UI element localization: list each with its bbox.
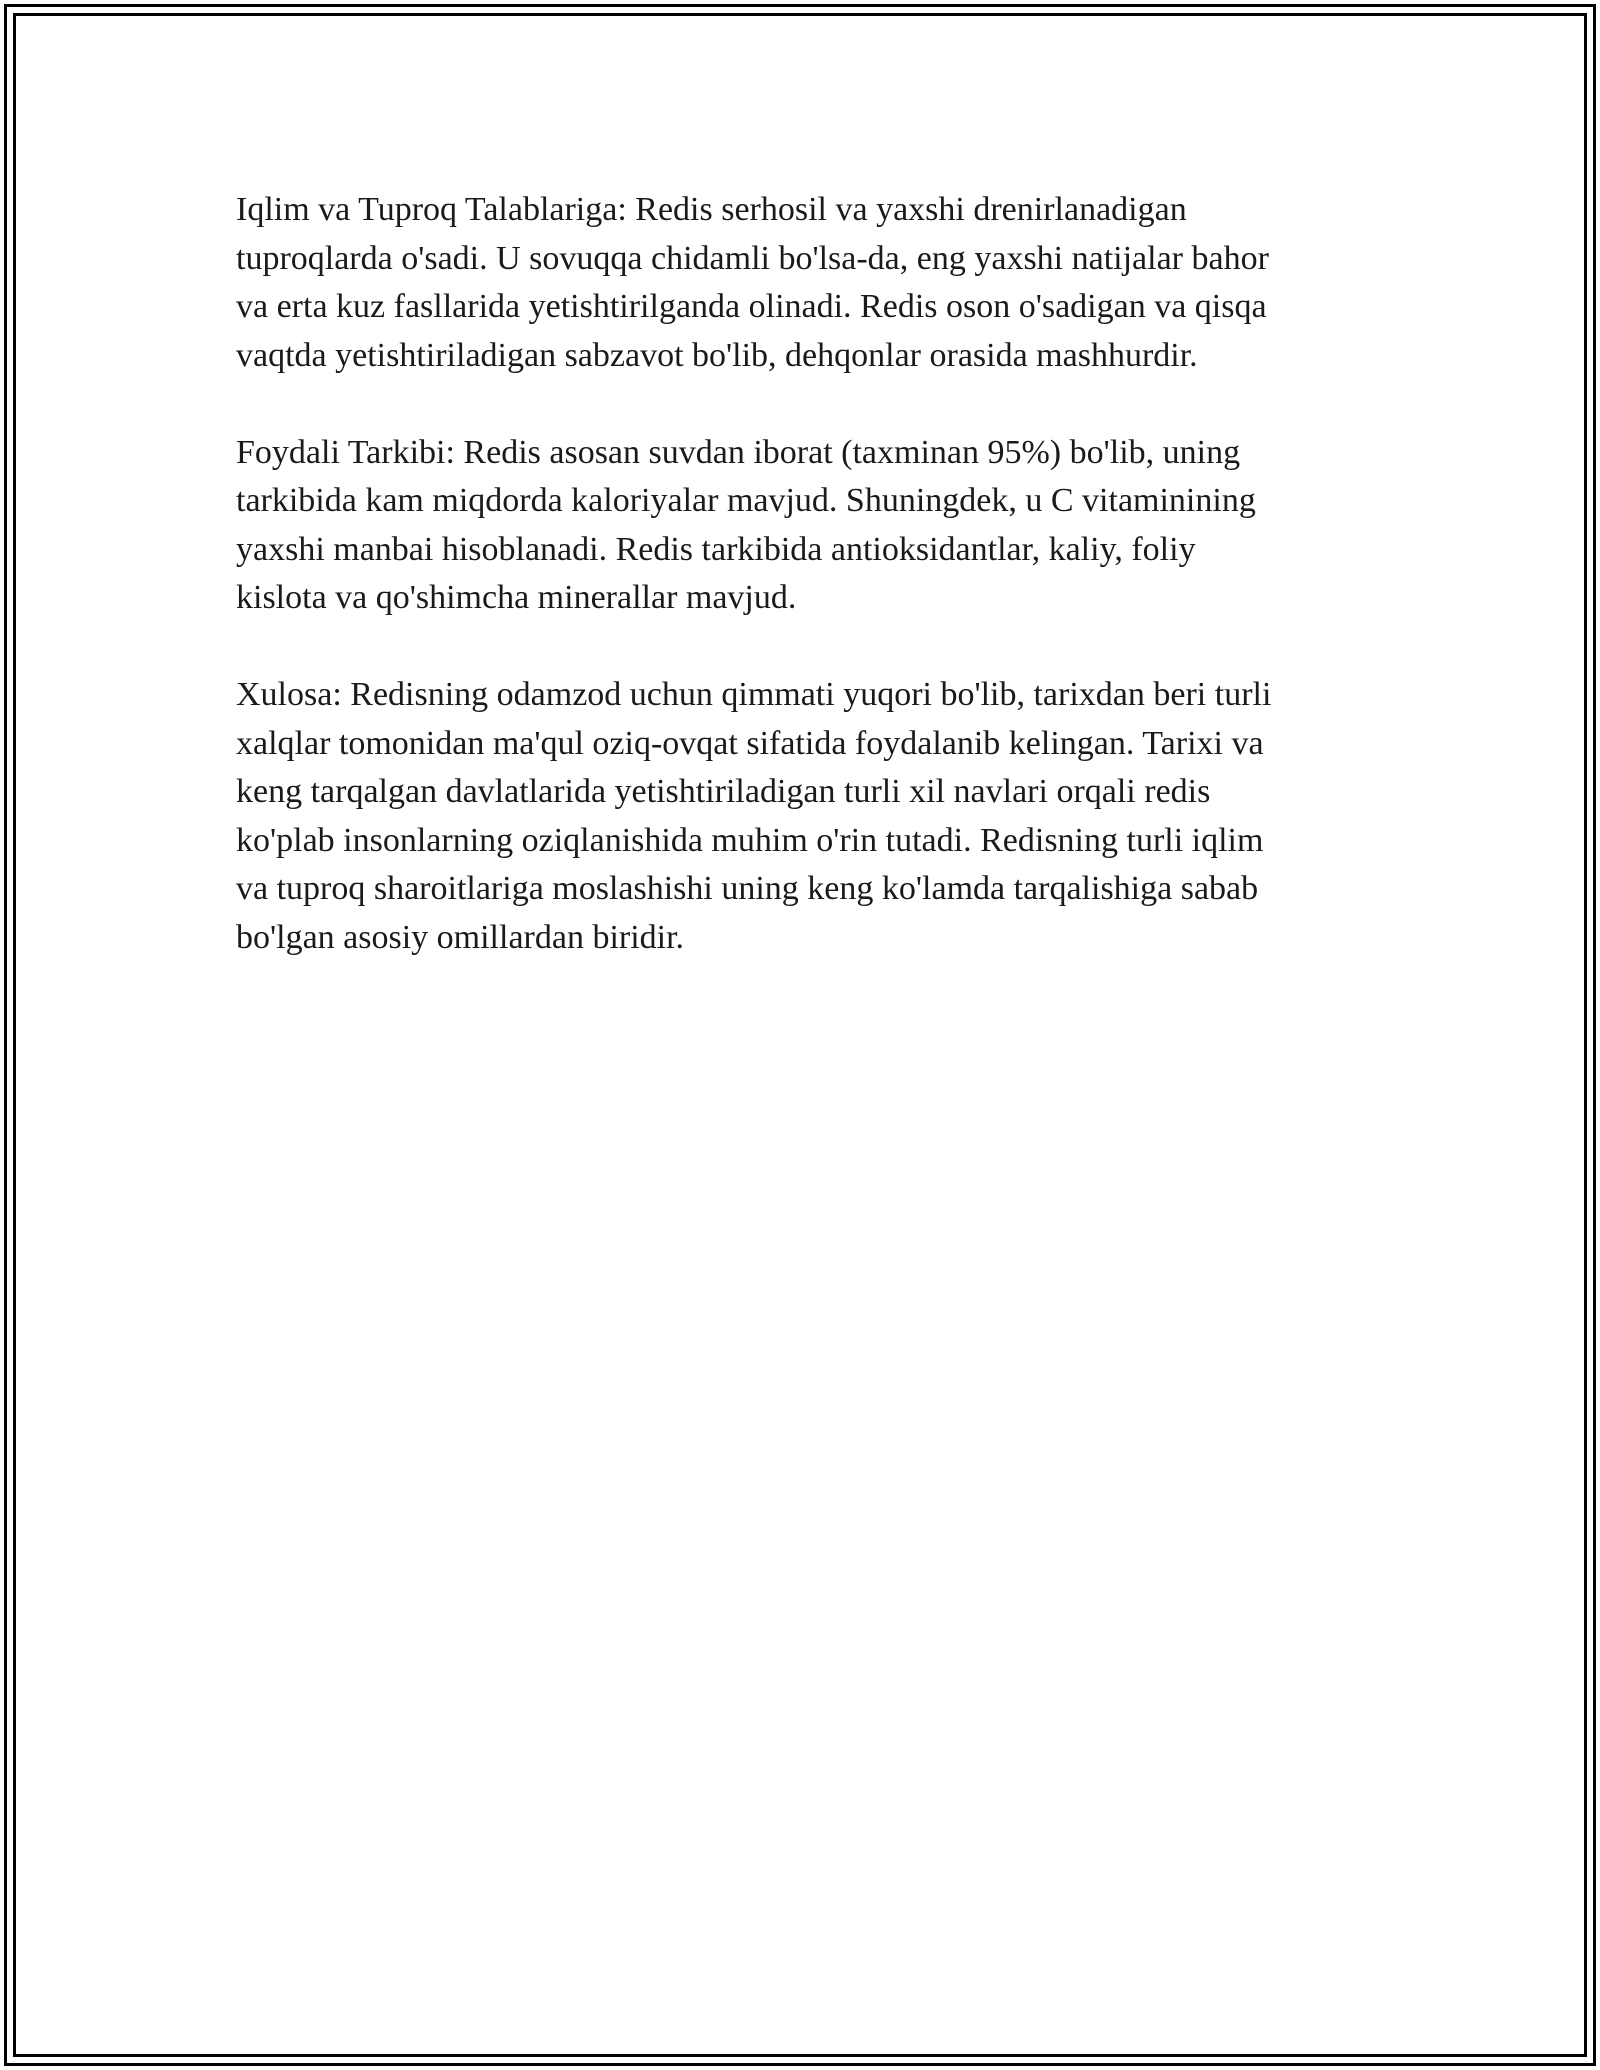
paragraph-climate-soil: Iqlim va Tuproq Talablariga: Redis serhosil va yaxshi drenirlanadigan tuproqlarda o'sadi. U sovuqqa chidamli bo'lsa-da, eng yaxshi natijalar bahor va erta kuz fasllarida yetishtirilganda olinadi. Redis oson o'sadigan va qisqa vaqtda yetishtiriladigan sabzavot bo'lib, dehqonlar orasida mashhurdir. [236, 191, 1269, 374]
paragraph-conclusion: Xulosa: Redisning odamzod uchun qimmati yuqori bo'lib, tarixdan beri turli xalqlar tomonidan ma'qul oziq-ovqat sifatida foydalanib kelingan. Tarixi va keng tarqalgan davlatlarida yetishtiriladigan turli xil navlari orqali redis ko'plab insonlarning oziqlanishida muhim o'rin tutadi. Redisning turli iqlim va tuproq sharoitlariga moslashishi uning keng ko'lamda tarqalishiga sabab bo'lgan asosiy omillardan biridir. [236, 676, 1272, 956]
document-body [236, 186, 1366, 1011]
paragraph-nutrition: Foydali Tarkibi: Redis asosan suvdan iborat (taxminan 95%) bo'lib, uning tarkibida kam miqdorda kaloriyalar mavjud. Shuningdek, u C vitaminining yaxshi manbai hisoblanadi. Redis tarkibida antioksidantlar, kaliy, foliy kislota va qo'shimcha minerallar mavjud. [236, 433, 1256, 616]
